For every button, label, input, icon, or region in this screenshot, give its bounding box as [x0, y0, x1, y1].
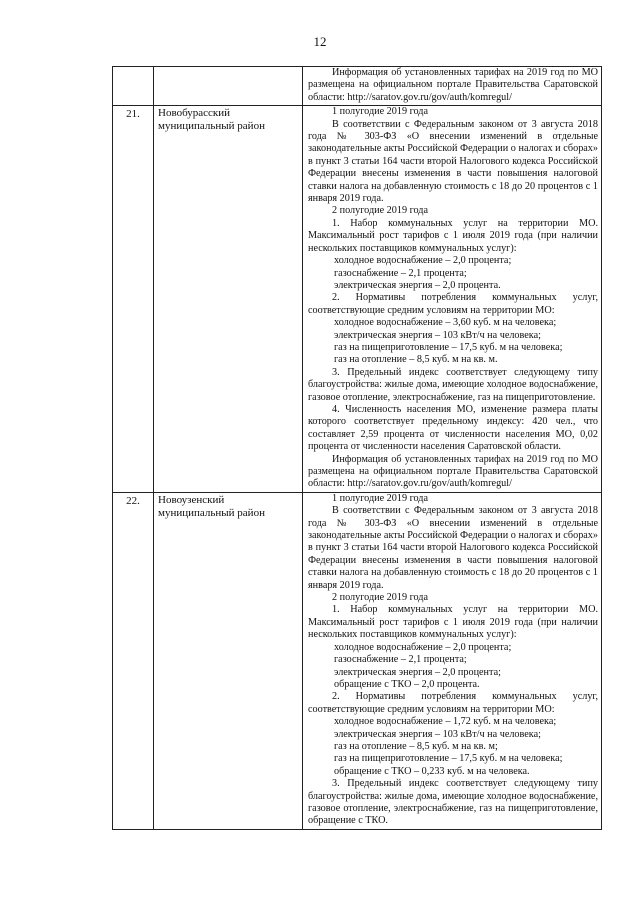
paragraph: 2 полугодие 2019 года	[332, 205, 429, 217]
table-row	[113, 67, 602, 106]
list-item: электрическая энергия – 2,0 процента.	[334, 279, 501, 291]
paragraph: 2. Нормативы потребления коммунальных услуг, соответствующие средним условиям на территории МО:	[308, 691, 598, 715]
paragraph: 1. Набор коммунальных услуг на территории МО. Максимальный рост тарифов с 1 июля 2019 года (при наличии нескольких поставщиков коммунальных услуг):	[308, 217, 598, 254]
district-name	[154, 67, 303, 106]
table-row	[113, 106, 602, 493]
paragraph: В соответствии с Федеральным законом от 3 августа 2018 года № 303-ФЗ «О внесении изменений в отдельные законодательные акты Российской Федерации о налогах и сборах» в пункт 3 статьи 164 части второй Налогового кодекса Российской Федерации внесены изменения в части повышения налоговой ставки налога на добавленную стоимость с 18 до 20 процентов с 1 января 2019 года.	[308, 118, 598, 205]
row-content	[303, 67, 602, 106]
table-body	[113, 67, 602, 830]
paragraph: Информация об установленных тарифах на 2019 год по МО размещена на официальном портале Правительства Саратовской области: http://saratov.gov.ru/gov/auth/komregul/	[308, 453, 598, 490]
table-row	[113, 492, 602, 829]
list-item: газ на пищеприготовление – 17,5 куб. м на человека;	[334, 753, 563, 765]
district-name: Новоузенский муниципальный район	[154, 492, 303, 829]
list-item: газ на пищеприготовление – 17,5 куб. м на человека;	[334, 341, 563, 353]
list-item: обращение с ТКО – 0,233 куб. м на человека.	[334, 765, 530, 777]
paragraph: 2. Нормативы потребления коммунальных услуг, соответствующие средним условиям на территории МО:	[308, 292, 598, 316]
paragraph: 2 полугодие 2019 года	[332, 592, 429, 604]
list-item: электрическая энергия – 103 кВт/ч на человека;	[334, 728, 541, 740]
paragraph: 1. Набор коммунальных услуг на территории МО. Максимальный рост тарифов с 1 июля 2019 года (при наличии нескольких поставщиков коммунальных услуг):	[308, 604, 598, 641]
list-item: газоснабжение – 2,1 процента;	[334, 654, 467, 666]
paragraph: В соответствии с Федеральным законом от 3 августа 2018 года № 303-ФЗ «О внесении изменений в отдельные законодательные акты Российской Федерации о налогах и сборах» в пункт 3 статьи 164 части второй Налогового кодекса Российской Федерации внесены изменения в части повышения налоговой ставки налога на добавленную стоимость с 18 до 20 процентов с 1 января 2019 года.	[308, 505, 598, 591]
paragraph: 3. Предельный индекс соответствует следующему типу благоустройства: жилые дома, имеющие холодное водоснабжение, газовое отопление, электроснабжение, газ на пищеприготовление, обращение с ТКО.	[308, 778, 598, 827]
paragraph: 1 полугодие 2019 года	[332, 106, 429, 118]
page-number: 12	[313, 34, 327, 49]
row-number: 21.	[113, 106, 154, 493]
row-content	[303, 106, 602, 493]
list-item: газ на отопление – 8,5 куб. м на кв. м.	[334, 354, 498, 366]
row-content	[303, 492, 602, 829]
list-item: газ на отопление – 8,5 куб. м на кв. м;	[334, 740, 498, 752]
list-item: газоснабжение – 2,1 процента;	[334, 267, 467, 279]
list-item: холодное водоснабжение – 1,72 куб. м на человека;	[334, 716, 557, 728]
district-name: Новобурасский муниципальный район	[154, 106, 303, 493]
list-item: обращение с ТКО – 2,0 процента.	[334, 678, 480, 690]
paragraph: 3. Предельный индекс соответствует следующему типу благоустройства: жилые дома, имеющие холодное водоснабжение, газовое отопление, электроснабжение, газ на пищеприготовление.	[308, 366, 598, 403]
tariff-table	[112, 66, 602, 830]
list-item: холодное водоснабжение – 3,60 куб. м на человека;	[334, 317, 557, 329]
list-item: холодное водоснабжение – 2,0 процента;	[334, 641, 512, 653]
paragraph: 4. Численность населения МО, изменение размера платы которого соответствует предельному индексу: 420 чел., что составляет 2,59 процента от численности населения МО, 0,02 процента от численности населения Саратовской области.	[308, 403, 598, 453]
list-item: электрическая энергия – 2,0 процента;	[334, 666, 501, 678]
row-number: 22.	[113, 492, 154, 829]
row-number	[113, 67, 154, 106]
list-item: электрическая энергия – 103 кВт/ч на человека;	[334, 329, 541, 341]
paragraph: 1 полугодие 2019 года	[332, 492, 429, 504]
paragraph: Информация об установленных тарифах на 2019 год по МО размещена на официальном портале Правительства Саратовской области: http://saratov.gov.ru/gov/auth/komregul/	[308, 67, 598, 103]
list-item: холодное водоснабжение – 2,0 процента;	[334, 255, 512, 267]
